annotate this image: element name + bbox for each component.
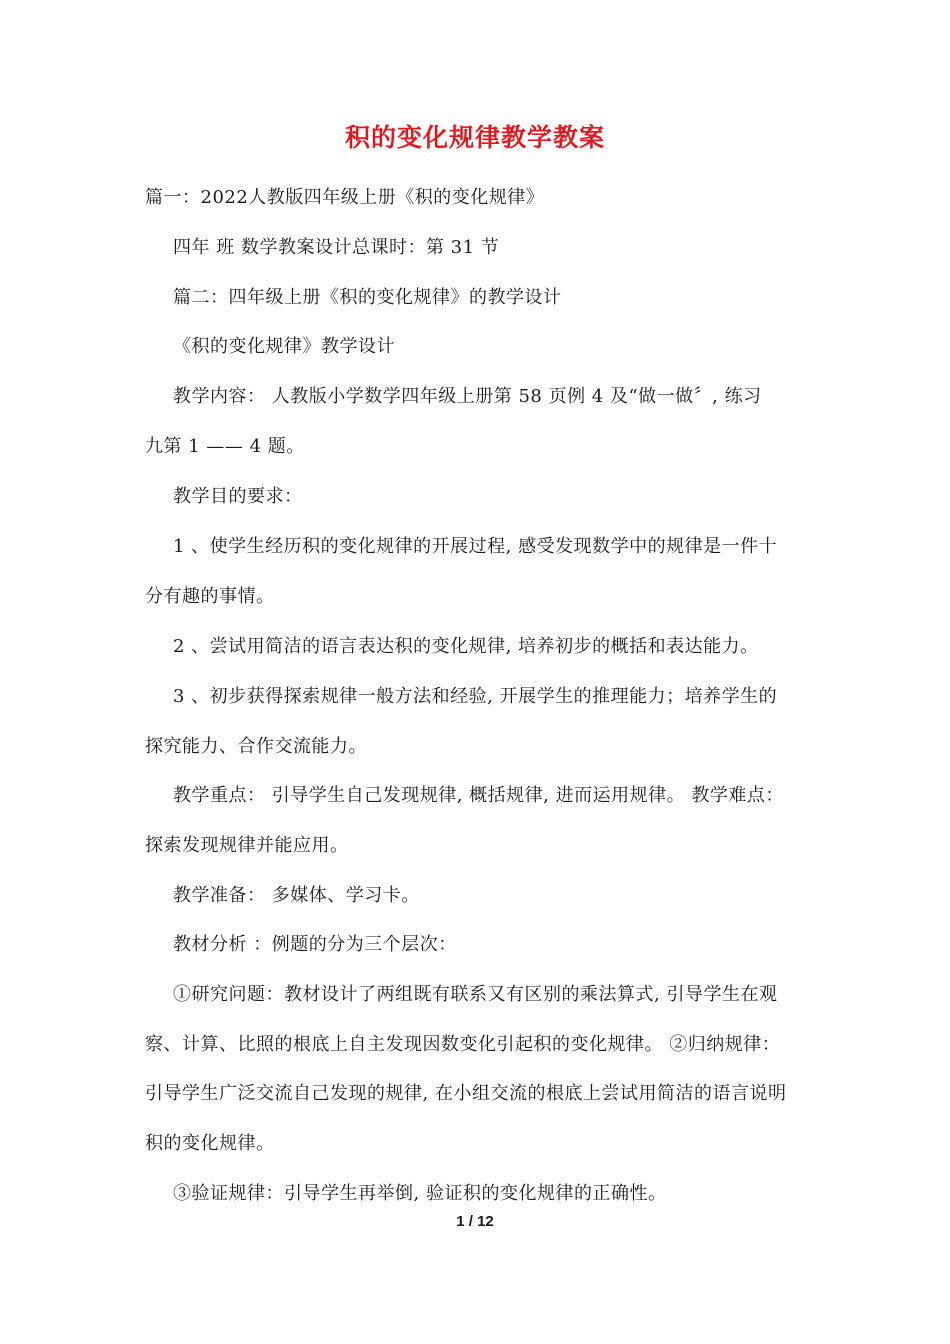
line-section-two: 篇二：四年级上册《积的变化规律》的教学设计 (173, 287, 562, 308)
line-key-points: 教学重点： 引导学生自己发现规律, 概括规律, 进而运用规律。 教学难点： (173, 785, 784, 806)
line-teaching-content: 教学内容： 人教版小学数学四年级上册第 58 页例 4 及“做一做〞, 练习 (173, 386, 762, 407)
line-analysis-1: ①研究问题：教材设计了两组既有联系又有区别的乘法算式, 引导学生在观 (173, 984, 778, 1005)
page-number: 1 / 12 (456, 1213, 494, 1230)
line-objective-3-cont: 探究能力、合作交流能力。 (145, 736, 367, 757)
line-material-analysis: 教材分析 ：例题的分为三个层次： (173, 934, 457, 955)
line-analysis-3: ③验证规律：引导学生再举倒, 验证积的变化规律的正确性。 (173, 1183, 667, 1204)
line-preparation: 教学准备： 多媒体、学习卡。 (173, 885, 420, 906)
line-design-heading: 《积的变化规律》教学设计 (173, 336, 395, 357)
line-teaching-content-cont: 九第 1 —— 4 题。 (145, 436, 305, 457)
line-section-one: 篇一：2022人教版四年级上册《积的变化规律》 (145, 187, 545, 208)
document-title: 积的变化规律教学教案 (344, 123, 605, 152)
line-analysis-2-cont: 积的变化规律。 (145, 1133, 275, 1154)
line-analysis-1-cont: 察、计算、比照的根底上自主发现因数变化引起积的变化规律。 ②归纳规律： (145, 1034, 781, 1055)
line-objectives-heading: 教学目的要求： (173, 486, 303, 507)
line-objective-3: 3 、初步获得探索规律一般方法和经验, 开展学生的推理能力；培养学生的 (173, 686, 778, 707)
line-objective-1: 1 、使学生经历积的变化规律的开展过程, 感受发现数学中的规律是一件十 (173, 536, 778, 557)
line-objective-2: 2 、尝试用简洁的语言表达积的变化规律, 培养初步的概括和表达能力。 (173, 636, 759, 657)
line-analysis-2: 引导学生广泛交流自己发现的规律, 在小组交流的根底上尝试用简洁的语言说明 (145, 1083, 787, 1104)
line-class-info: 四年 班 数学教案设计总课时：第 31 节 (173, 237, 500, 258)
line-objective-1-cont: 分有趣的事情。 (145, 586, 275, 607)
line-key-points-cont: 探索发现规律并能应用。 (145, 835, 349, 856)
